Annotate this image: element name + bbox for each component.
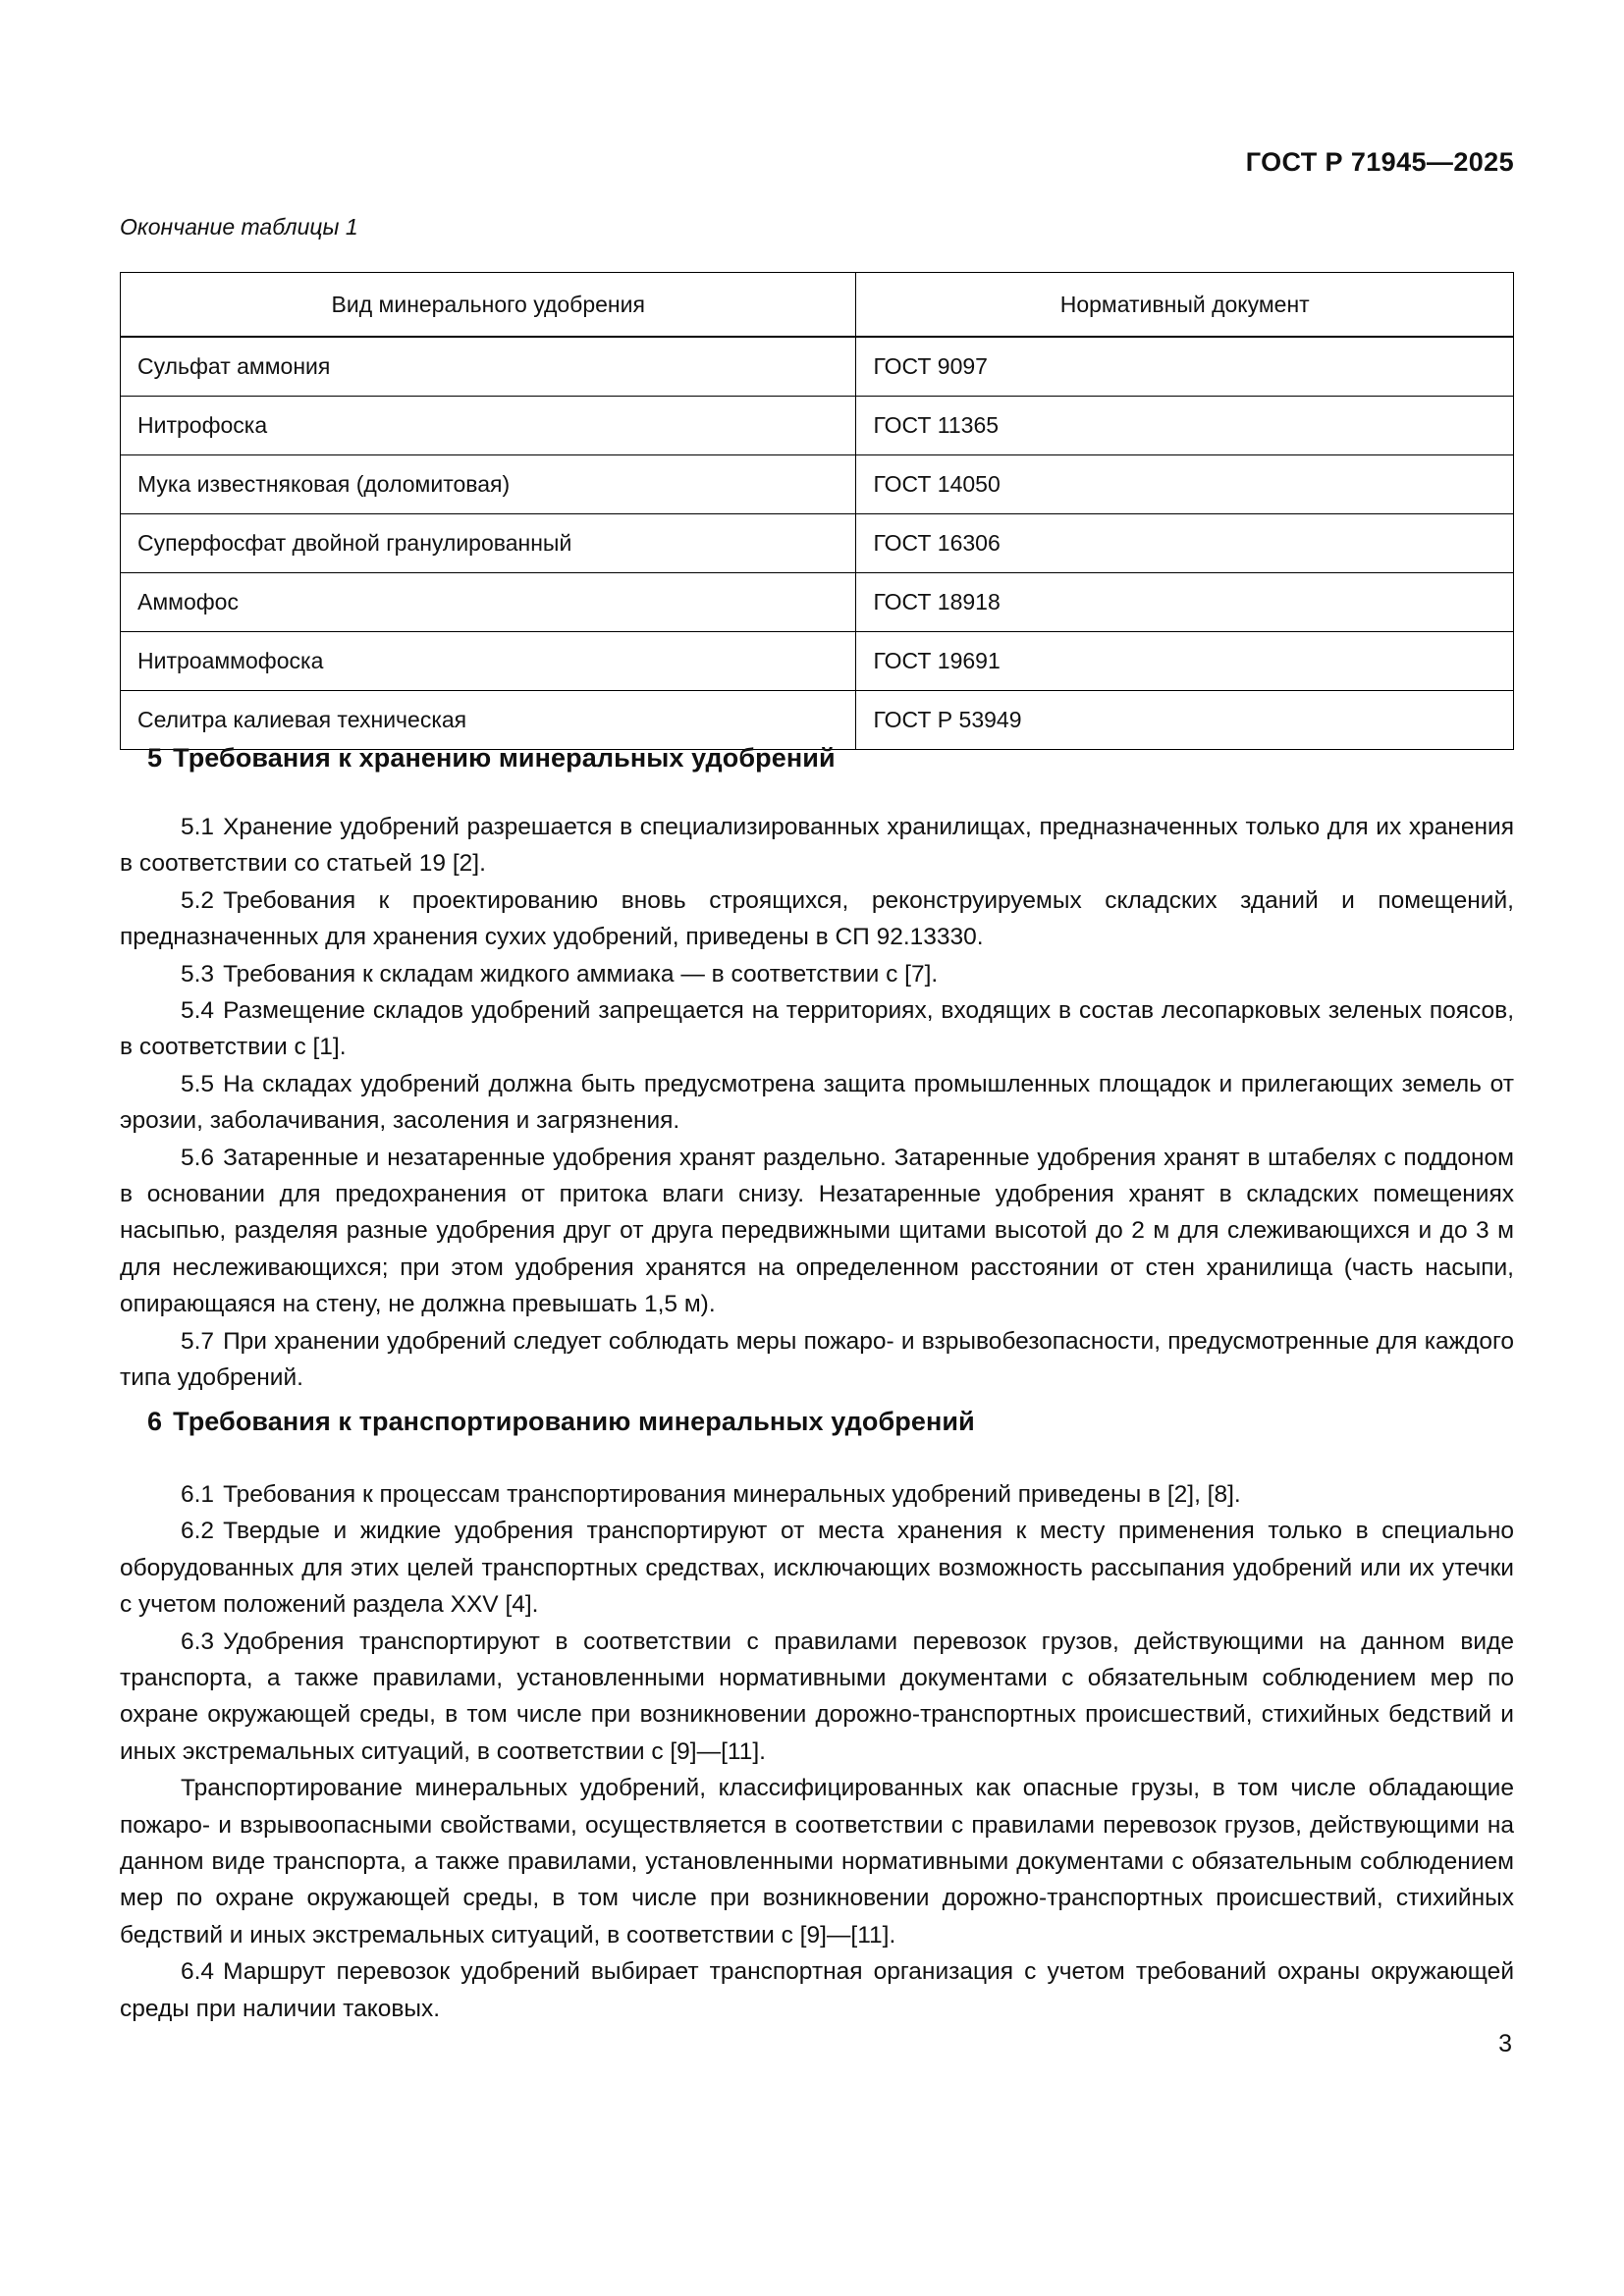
- paragraph: [120, 882, 1514, 956]
- column-header-kind: Вид минерального удобрения: [121, 273, 856, 338]
- cell-document: ГОСТ 19691: [856, 632, 1514, 691]
- table-row: [121, 455, 1514, 514]
- paragraph-number: 6.2: [181, 1518, 215, 1545]
- table-body: [121, 337, 1514, 750]
- paragraph-number: 5.2: [181, 886, 215, 914]
- paragraph-number: 6.4: [181, 1958, 215, 1986]
- section-5-heading-wrap: [147, 743, 1542, 774]
- section-heading: [147, 1407, 1542, 1437]
- paragraph-text: Затаренные и незатаренные удобрения хранят раздельно. Затаренные удобрения хранят в штабелях с поддоном в основании для предохранения от притока влаги снизу. Незатаренные удобрения хранят в складских помещениях насыпью, разделяя разные удобрения друг от друга передвижными щитами высотой до 2 м для слеживающихся и до 3 м для неслеживающихся; при этом удобрения хранятся на определенном расстоянии от стен хранилища (часть насыпи, опирающаяся на стену, не должна превышать 1,5 м).: [120, 1144, 1514, 1318]
- paragraph-number: 5.1: [181, 814, 215, 840]
- cell-document: ГОСТ 16306: [856, 514, 1514, 573]
- column-header-document: Нормативный документ: [856, 273, 1514, 338]
- cell-kind: Аммофос: [121, 573, 856, 632]
- paragraph-text: Удобрения транспортируют в соответствии с правилами перевозок грузов, действующими на данном виде транспорта, а также правилами, установленными нормативными документами с обязательным соблюдением мер по охране окружающей среды, в том числе при возникновении дорожно-транспортных происшествий, стихийных бедствий и иных экстремальных ситуаций, в соответствии с [9]—[11].: [120, 1628, 1514, 1765]
- paragraph: [120, 1513, 1514, 1623]
- cell-kind: Суперфосфат двойной гранулированный: [121, 514, 856, 573]
- table-row: [121, 514, 1514, 573]
- paragraph-number: 5.3: [181, 960, 215, 988]
- section-number: 5: [147, 743, 163, 773]
- paragraph-text: Твердые и жидкие удобрения транспортируют от места хранения к месту применения только в специально оборудованных для этих целей транспортных средствах, исключающих возможность рассыпания удобрений или их утечки с учетом положений раздела XXV [4].: [120, 1518, 1514, 1619]
- cell-document: ГОСТ 14050: [856, 455, 1514, 514]
- paragraph: [120, 1953, 1514, 2027]
- paragraph: [120, 1066, 1514, 1140]
- paragraph-text: Транспортирование минеральных удобрений, классифицированных как опасные грузы, в том числе обладающие пожаро- и взрывоопасными свойствами, осуществляется в соответствии с правилами перевозок грузов, действующими на данном виде транспорта, а также правилами, установленными нормативными документами с обязательным соблюдением мер по охране окружающей среды, в том числе при возникновении дорожно-транспортных происшествий, стихийных бедствий и иных экстремальных ситуаций, в соответствии с [9]—[11].: [120, 1775, 1514, 1949]
- section-number: 6: [147, 1407, 163, 1436]
- section-6-heading-wrap: [147, 1407, 1542, 1437]
- paragraph-number: 5.7: [181, 1327, 215, 1355]
- section-title: Требования к транспортированию минеральных удобрений: [173, 1407, 975, 1436]
- cell-document: ГОСТ Р 53949: [856, 691, 1514, 750]
- paragraph-number: 5.6: [181, 1144, 215, 1171]
- cell-kind: Селитра калиевая техническая: [121, 691, 856, 750]
- cell-kind: Нитрофоска: [121, 397, 856, 455]
- paragraph-text: Требования к складам жидкого аммиака — в соответствии с [7].: [223, 960, 939, 988]
- cell-document: ГОСТ 11365: [856, 397, 1514, 455]
- cell-document: ГОСТ 18918: [856, 573, 1514, 632]
- paragraph-text: Хранение удобрений разрешается в специализированных хранилищах, предназначенных только для их хранения в соответствии со статьей 19 [2].: [120, 814, 1514, 878]
- paragraph-text: Размещение складов удобрений запрещается на территориях, входящих в состав лесопарковых зеленых поясов, в соответствии с [1].: [120, 997, 1514, 1061]
- section-5-body: [120, 809, 1514, 1397]
- table-header-row: [121, 273, 1514, 338]
- paragraph: [120, 956, 1514, 992]
- paragraph-text: Требования к проектированию вновь строящихся, реконструируемых складских зданий и помещений, предназначенных для хранения сухих удобрений, приведены в СП 92.13330.: [120, 886, 1514, 951]
- table-row: [121, 573, 1514, 632]
- table-row: [121, 337, 1514, 397]
- table-row: [121, 397, 1514, 455]
- paragraph: [120, 1770, 1514, 1953]
- table-row: [121, 691, 1514, 750]
- paragraph-number: 6.1: [181, 1481, 215, 1508]
- paragraph: [120, 1140, 1514, 1323]
- paragraph-text: На складах удобрений должна быть предусмотрена защита промышленных площадок и прилегающих земель от эрозии, заболачивания, засоления и загрязнения.: [120, 1070, 1514, 1135]
- paragraph-text: Маршрут перевозок удобрений выбирает транспортная организация с учетом требований охраны окружающей среды при наличии таковых.: [120, 1958, 1514, 2022]
- section-title: Требования к хранению минеральных удобрений: [173, 743, 836, 773]
- paragraph: [120, 992, 1514, 1066]
- section-heading: [147, 743, 1542, 774]
- fertilizer-standards-table: [120, 272, 1514, 750]
- table-row: [121, 632, 1514, 691]
- cell-document: ГОСТ 9097: [856, 337, 1514, 397]
- table-caption: Окончание таблицы 1: [120, 214, 358, 240]
- paragraph: [120, 809, 1514, 882]
- running-header-standard-id: ГОСТ Р 71945—2025: [1245, 147, 1514, 177]
- cell-kind: Мука известняковая (доломитовая): [121, 455, 856, 514]
- paragraph-text: При хранении удобрений следует соблюдать меры пожаро- и взрывобезопасности, предусмотренные для каждого типа удобрений.: [120, 1327, 1514, 1392]
- table-header: [121, 273, 1514, 338]
- cell-kind: Нитроаммофоска: [121, 632, 856, 691]
- paragraph: [120, 1624, 1514, 1771]
- section-6-body: [120, 1476, 1514, 2027]
- paragraph: [120, 1323, 1514, 1397]
- paragraph: [120, 1476, 1514, 1513]
- page-number: 3: [1498, 2030, 1512, 2057]
- cell-kind: Сульфат аммония: [121, 337, 856, 397]
- paragraph-number: 5.4: [181, 997, 215, 1025]
- paragraph-number: 5.5: [181, 1070, 215, 1097]
- paragraph-number: 6.3: [181, 1628, 215, 1655]
- paragraph-text: Требования к процессам транспортирования минеральных удобрений приведены в [2], [8].: [223, 1481, 1241, 1508]
